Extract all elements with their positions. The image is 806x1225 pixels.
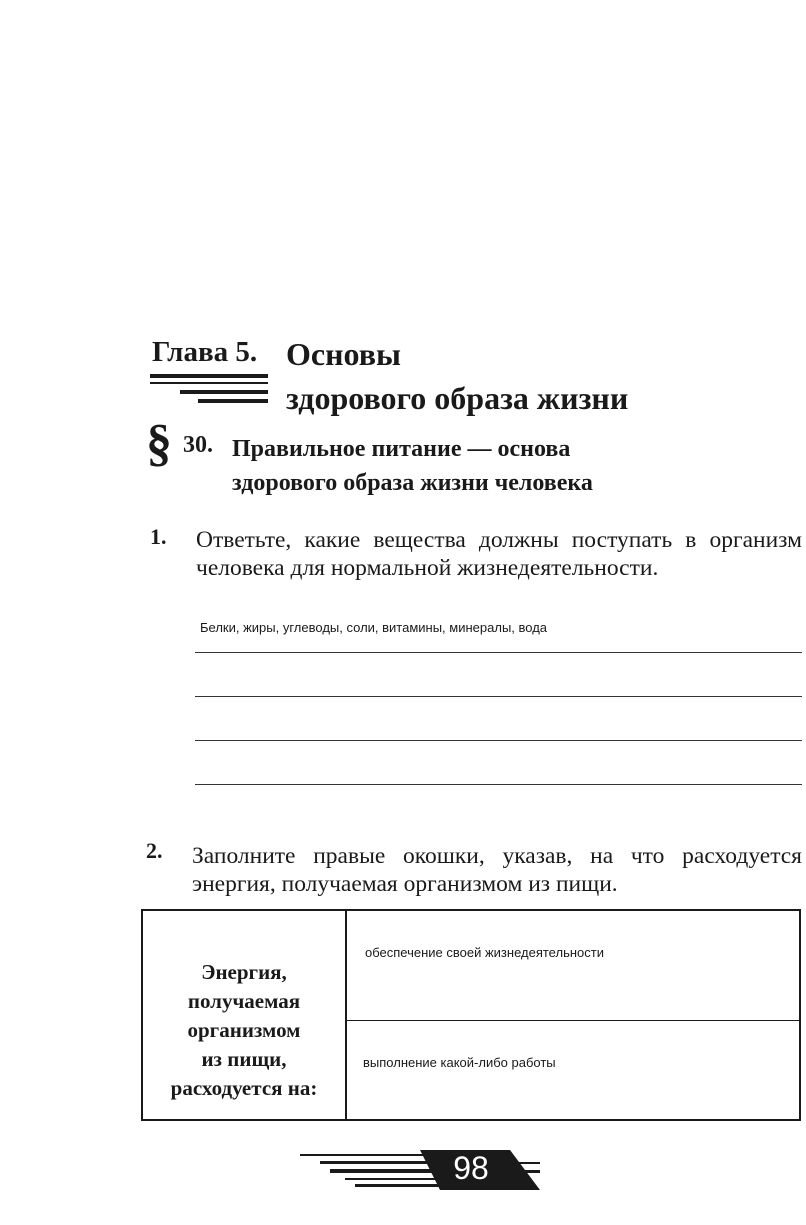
answer-line-1[interactable]: [195, 652, 802, 653]
table-answer-cell-2[interactable]: [347, 1021, 801, 1119]
label-line: получаемая: [187, 988, 301, 1013]
table-answer-cell-1[interactable]: [347, 911, 801, 1021]
chapter-title-line2: здорового образа жизни: [286, 380, 629, 416]
task-1-question: Ответьте, какие вещества должны поступать в организм человека для нормальной жизнедеятельности.: [196, 527, 802, 581]
energy-table: [141, 909, 801, 1121]
answer-line-2[interactable]: [195, 696, 802, 697]
answer-line-3[interactable]: [195, 740, 802, 741]
table-answer-2: выполнение какой-либо работы: [363, 1055, 556, 1070]
table-answer-1: обеспечение своей жизнедеятельности: [365, 945, 604, 960]
task-1-answer[interactable]: Белки, жиры, углеводы, соли, витамины, минералы, вода: [200, 620, 548, 635]
label-line: Энергия,: [201, 959, 287, 984]
section-title: [232, 432, 593, 500]
section-title-line1: Правильное питание — основа: [232, 436, 571, 462]
task-1-number: 1.: [150, 524, 167, 549]
label-line: из пищи,: [201, 1046, 287, 1071]
chapter-decorative-rules: [150, 374, 270, 406]
section-title-line2: здорового образа жизни человека: [232, 470, 593, 496]
section-sign: §: [146, 415, 172, 472]
task-2-question: Заполните правые окошки, указав, на что расходуется энергия, получаемая организмом из пищи.: [192, 843, 802, 897]
chapter-title: [286, 332, 628, 420]
label-line: организмом: [187, 1017, 301, 1042]
table-left-cell: [143, 911, 347, 1119]
chapter-label: Глава 5.: [152, 336, 258, 368]
section-number: 30.: [183, 432, 213, 458]
answer-line-4[interactable]: [195, 784, 802, 785]
table-left-label: [171, 958, 318, 1103]
task-2-number: 2.: [146, 838, 163, 863]
label-line: расходуется на:: [170, 1075, 318, 1100]
page-number: 98: [453, 1150, 489, 1186]
chapter-title-line1: Основы: [286, 336, 401, 372]
